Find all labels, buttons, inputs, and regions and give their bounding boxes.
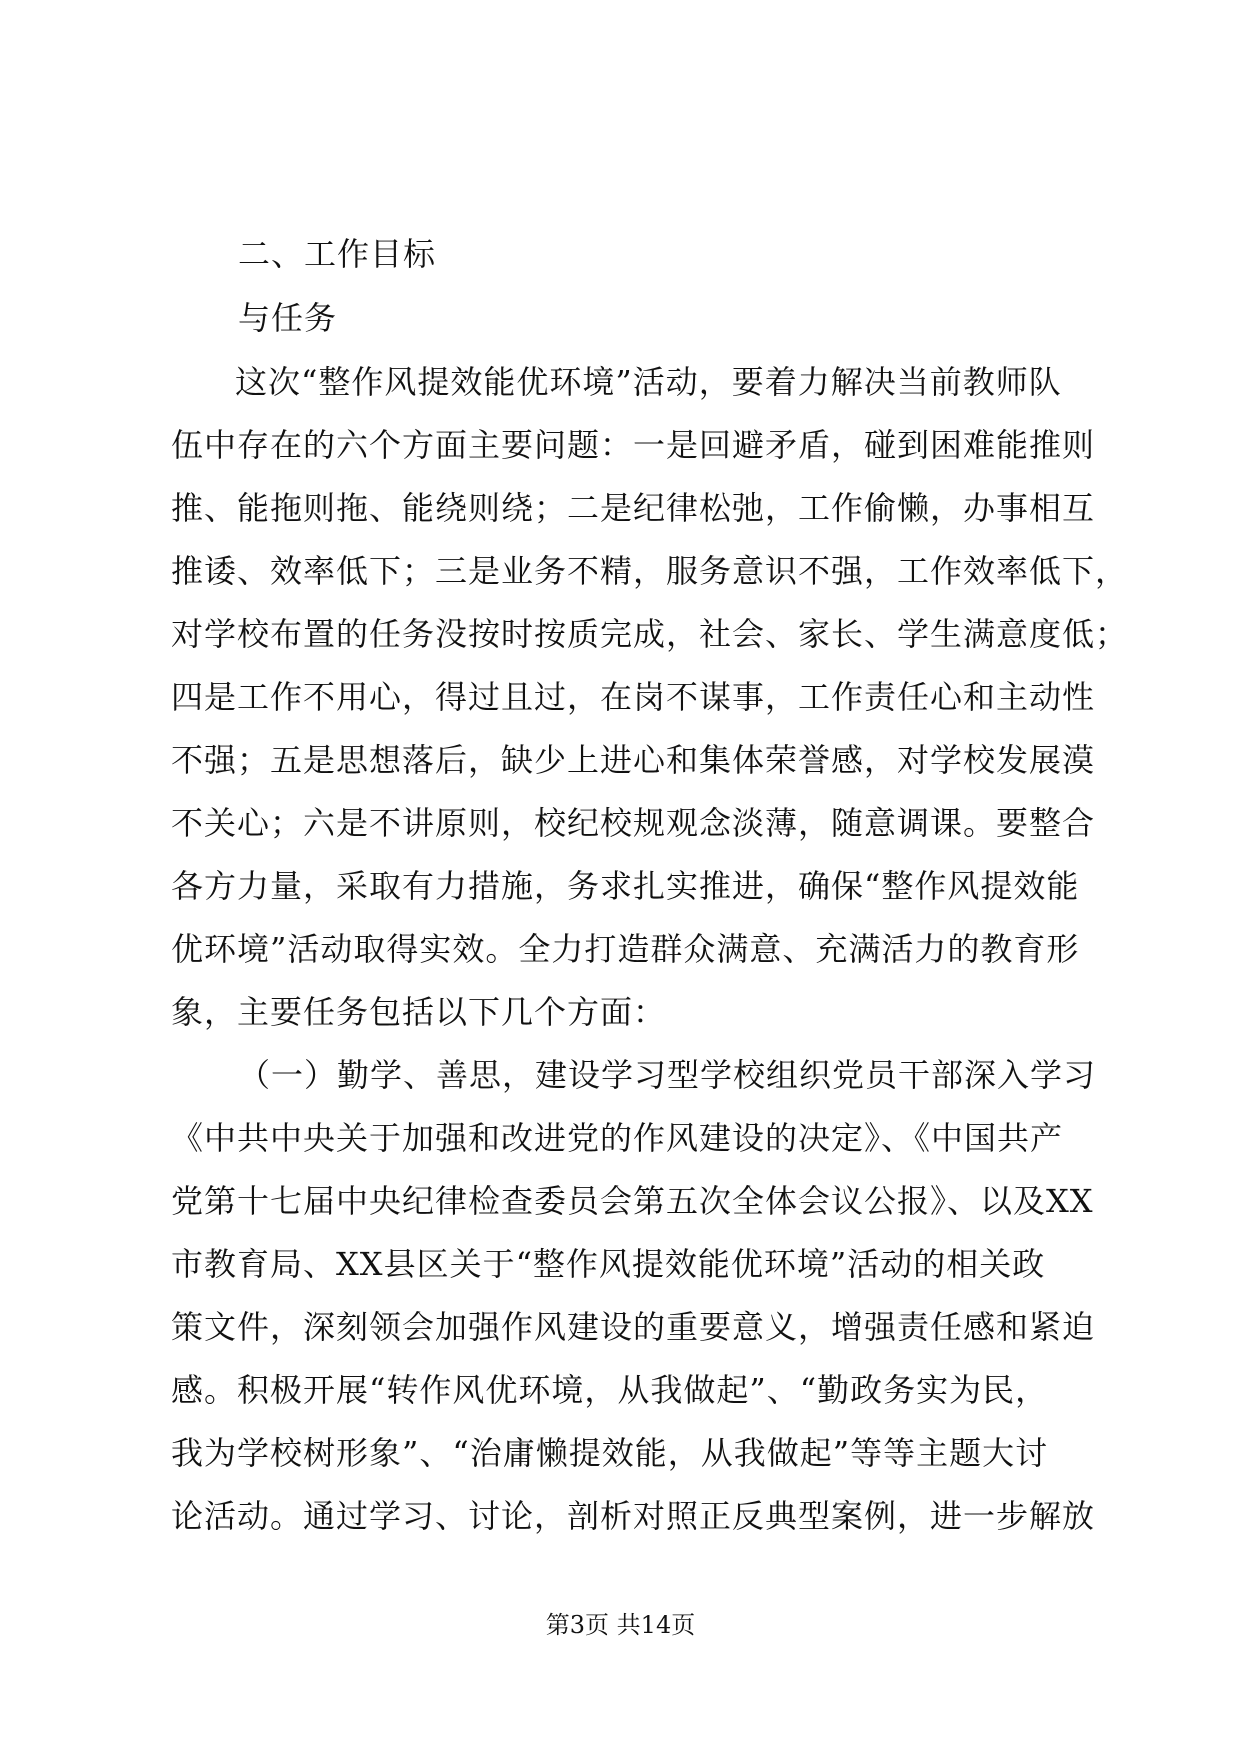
section-heading-continued: 与任务 (238, 299, 338, 337)
paragraph-line: 《中共中央关于加强和改进党的作风建设的决定》、《中国共产 (171, 1119, 1064, 1157)
paragraph-line: 对学校布置的任务没按时按质完成，社会、家长、学生满意度低； (171, 615, 1129, 653)
paragraph-line: 策文件，深刻领会加强作风建设的重要意义，增强责任感和紧迫 (171, 1308, 1096, 1346)
paragraph-line: 党第十七届中央纪律检查委员会第五次全体会议公报》、以及XX (171, 1182, 1094, 1220)
paragraph-line: 这次“整作风提效能优环境”活动，要着力解决当前教师队 (235, 363, 1062, 401)
paragraph-line: 伍中存在的六个方面主要问题：一是回避矛盾，碰到困难能推则 (171, 426, 1096, 464)
section-heading: 二、工作目标 (238, 235, 437, 273)
page-footer: 第3页 共14页 (545, 1611, 696, 1639)
paragraph-line: （一）勤学、善思，建设学习型学校组织党员干部深入学习 (238, 1056, 1097, 1094)
paragraph-line: 论活动。通过学习、讨论，剖析对照正反典型案例，进一步解放 (171, 1497, 1096, 1535)
paragraph-line: 各方力量，采取有力措施，务求扎实推进，确保“整作风提效能 (171, 867, 1080, 905)
paragraph-line: 不强；五是思想落后，缺少上进心和集体荣誉感，对学校发展漠 (171, 741, 1096, 779)
paragraph-line: 四是工作不用心，得过且过，在岗不谋事，工作责任心和主动性 (171, 678, 1096, 716)
paragraph-line: 优环境”活动取得实效。全力打造群众满意、充满活力的教育形 (171, 930, 1080, 968)
paragraph-line: 不关心；六是不讲原则，校纪校规观念淡薄，随意调课。要整合 (171, 804, 1096, 842)
paragraph-line: 推诿、效率低下；三是业务不精，服务意识不强，工作效率低下， (171, 552, 1129, 590)
paragraph-line: 感。积极开展“转作风优环境，从我做起”、“勤政务实为民， (171, 1371, 1049, 1409)
paragraph-line: 市教育局、XX县区关于“整作风提效能优环境”活动的相关政 (171, 1245, 1046, 1283)
paragraph-line: 推、能拖则拖、能绕则绕；二是纪律松弛，工作偷懒，办事相互 (171, 489, 1096, 527)
paragraph-line: 象，主要任务包括以下几个方面： (171, 993, 667, 1031)
paragraph-line: 我为学校树形象”、“治庸懒提效能，从我做起”等等主题大讨 (171, 1434, 1049, 1472)
